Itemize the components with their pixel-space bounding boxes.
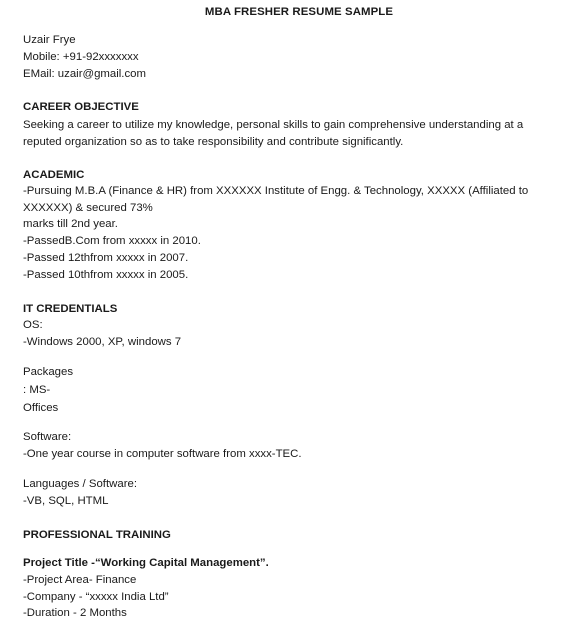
project-company: -Company - “xxxxx India Ltd” (23, 591, 169, 603)
academic-line-2: XXXXXX) & secured 73% (23, 202, 153, 214)
it-packages-label: Packages (23, 366, 74, 378)
academic-heading: ACADEMIC (23, 169, 85, 181)
document-title: MBA FRESHER RESUME SAMPLE (204, 6, 394, 18)
it-os-value: -Windows 2000, XP, windows 7 (23, 336, 182, 348)
it-credentials-heading: IT CREDENTIALS (23, 303, 118, 315)
it-packages-line-2: Offices (23, 402, 59, 414)
it-languages-value: -VB, SQL, HTML (23, 495, 109, 507)
academic-line-3: marks till 2nd year. (23, 218, 118, 230)
academic-line-6: -Passed 10thfrom xxxxx in 2005. (23, 269, 189, 281)
project-area: -Project Area- Finance (23, 574, 137, 586)
academic-line-1: -Pursuing M.B.A (Finance & HR) from XXXXXX Institute of Engg. & Technology, XXXXX (Affiliated to (23, 185, 529, 197)
contact-mobile: Mobile: +91-92xxxxxxx (23, 51, 139, 63)
professional-training-heading: PROFESSIONAL TRAINING (23, 529, 171, 541)
it-packages-line-1: : MS- (23, 384, 51, 396)
contact-name: Uzair Frye (23, 34, 76, 46)
academic-line-5: -Passed 12thfrom xxxxx in 2007. (23, 252, 189, 264)
project-duration: -Duration - 2 Months (23, 607, 127, 619)
career-objective-heading: CAREER OBJECTIVE (23, 101, 139, 113)
contact-email: EMail: uzair@gmail.com (23, 68, 146, 80)
it-languages-label: Languages / Software: (23, 478, 137, 490)
it-software-label: Software: (23, 431, 72, 443)
project-title: Project Title -“Working Capital Management”. (23, 557, 269, 569)
career-objective-line-1: Seeking a career to utilize my knowledge, personal skills to gain comprehensive understanding at a (23, 119, 524, 131)
it-os-label: OS: (23, 319, 43, 331)
career-objective-line-2: reputed organization so as to take responsibility and contribute significantly. (23, 136, 404, 148)
it-software-value: -One year course in computer software from xxxx-TEC. (23, 448, 302, 460)
academic-line-4: -PassedB.Com from xxxxx in 2010. (23, 235, 201, 247)
